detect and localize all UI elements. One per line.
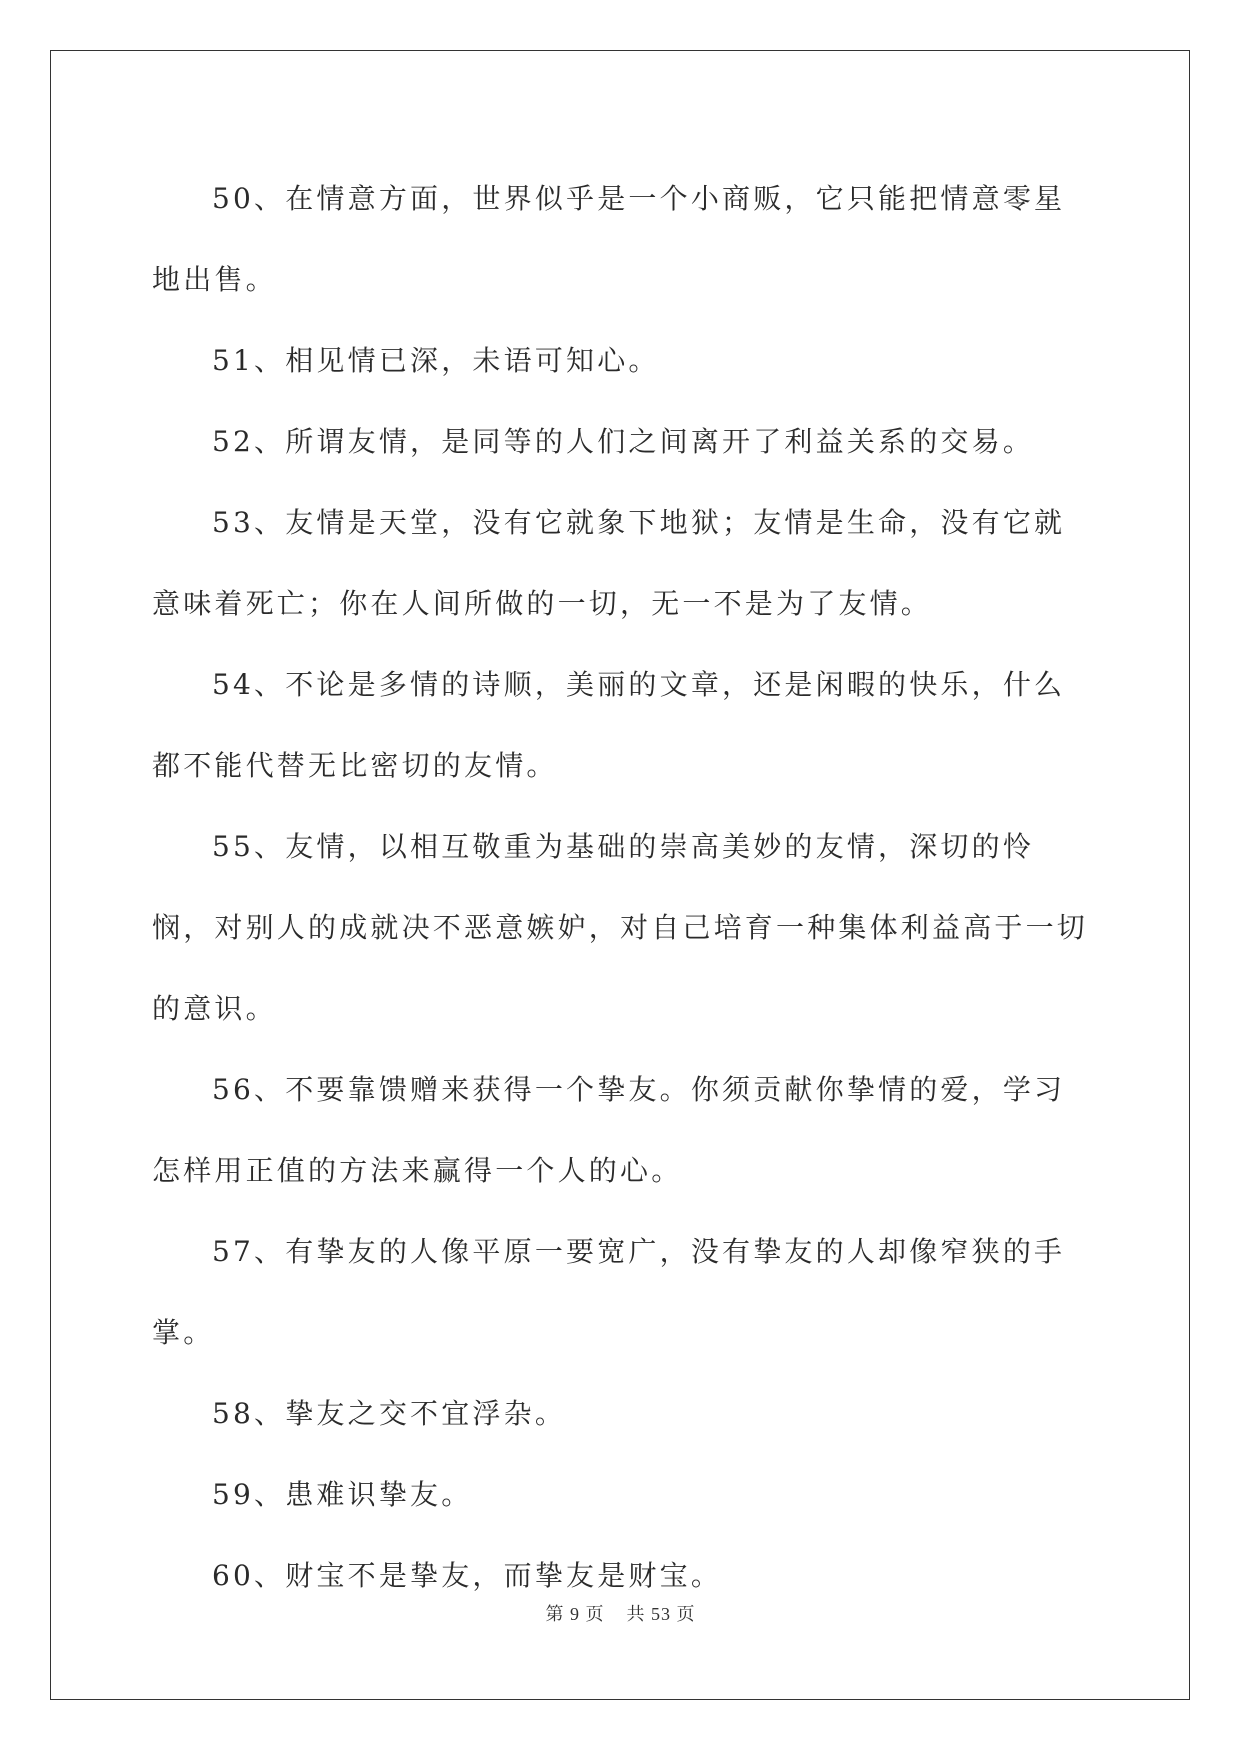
paragraph-51: 51、相见情已深，未语可知心。 — [212, 344, 660, 377]
paragraph-52: 52、所谓友情，是同等的人们之间离开了利益关系的交易。 — [212, 425, 1035, 458]
paragraph-58: 58、挚友之交不宜浮杂。 — [212, 1397, 567, 1430]
paragraph-50: 50、在情意方面，世界似乎是一个小商贩，它只能把情意零星地出售。 — [152, 182, 1066, 296]
paragraph-53: 53、友情是天堂，没有它就象下地狱；友情是生命，没有它就意味着死亡；你在人间所做的一切，无一不是为了友情。 — [152, 506, 1066, 620]
page-footer — [0, 1600, 1241, 1626]
current-page-label: 第 9 页 — [545, 1604, 605, 1624]
document-body — [152, 158, 1092, 1616]
paragraph-60: 60、财宝不是挚友，而挚友是财宝。 — [212, 1559, 723, 1592]
paragraph-54: 54、不论是多情的诗顺，美丽的文章，还是闲暇的快乐，什么都不能代替无比密切的友情。 — [152, 668, 1066, 782]
paragraph-55: 55、友情，以相互敬重为基础的崇高美妙的友情，深切的怜悯，对别人的成就决不恶意嫉妒，对自己培育一种集体利益高于一切的意识。 — [152, 830, 1089, 1025]
paragraph-57: 57、有挚友的人像平原一要宽广，没有挚友的人却像窄狭的手掌。 — [152, 1235, 1066, 1349]
paragraph-56: 56、不要靠馈赠来获得一个挚友。你须贡献你挚情的爱，学习怎样用正值的方法来赢得一个人的心。 — [152, 1073, 1066, 1187]
paragraph-59: 59、患难识挚友。 — [212, 1478, 473, 1511]
total-pages-label: 共 53 页 — [626, 1604, 696, 1624]
